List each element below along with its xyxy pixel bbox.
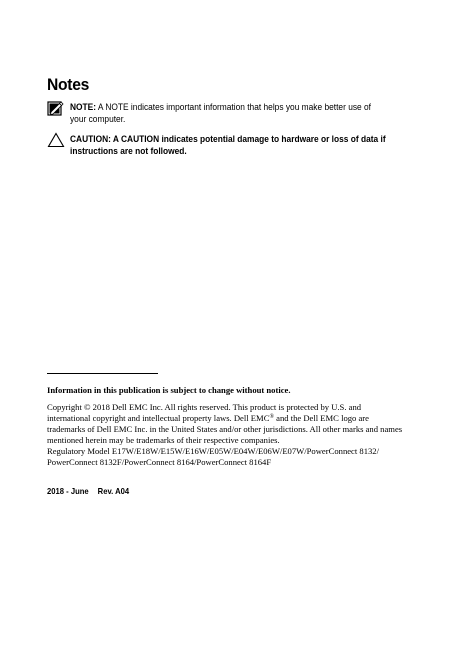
revision-number: Rev. A04 (97, 486, 130, 496)
pencil-note-icon (47, 100, 65, 116)
note-line-2: your computer. (70, 114, 126, 124)
copyright-line-4: mentioned herein may be trademarks of their respective companies. (47, 435, 280, 445)
note-text (70, 101, 391, 125)
regulatory-line-2: PowerConnect 8132F/PowerConnect 8164/PowerConnect 8164F (47, 457, 272, 467)
caution-text (70, 133, 391, 157)
copyright-line-2: international copyright and intellectual property laws. Dell EMC® and the Dell EMC logo are (47, 413, 369, 423)
warning-triangle-icon (47, 132, 65, 148)
change-notice: Information in this publication is subject to change without notice. (47, 385, 291, 395)
note-line-1: A NOTE indicates important information that helps you make better use of (96, 102, 372, 112)
caution-line-2: instructions are not followed. (70, 146, 187, 156)
regulatory-paragraph (47, 446, 417, 468)
page-title: Notes (47, 75, 90, 94)
revision-footer (47, 486, 129, 496)
registered-mark: ® (269, 414, 274, 420)
copyright-line-1: Copyright © 2018 Dell EMC Inc. All rights reserved. This product is protected by U.S. and (47, 402, 362, 412)
caution-line-1: CAUTION: A CAUTION indicates potential damage to hardware or loss of data if (70, 134, 386, 144)
footnote-divider (47, 373, 158, 374)
regulatory-line-1: Regulatory Model E17W/E18W/E15W/E16W/E05W/E04W/E06W/E07W/PowerConnect 8132/ (47, 446, 379, 456)
copyright-line-3: trademarks of Dell EMC Inc. in the United States and/or other jurisdictions. All other marks and names (47, 424, 403, 434)
copyright-paragraph (47, 402, 417, 446)
note-label: NOTE: (70, 102, 97, 112)
publication-date: 2018 - June (47, 486, 89, 496)
